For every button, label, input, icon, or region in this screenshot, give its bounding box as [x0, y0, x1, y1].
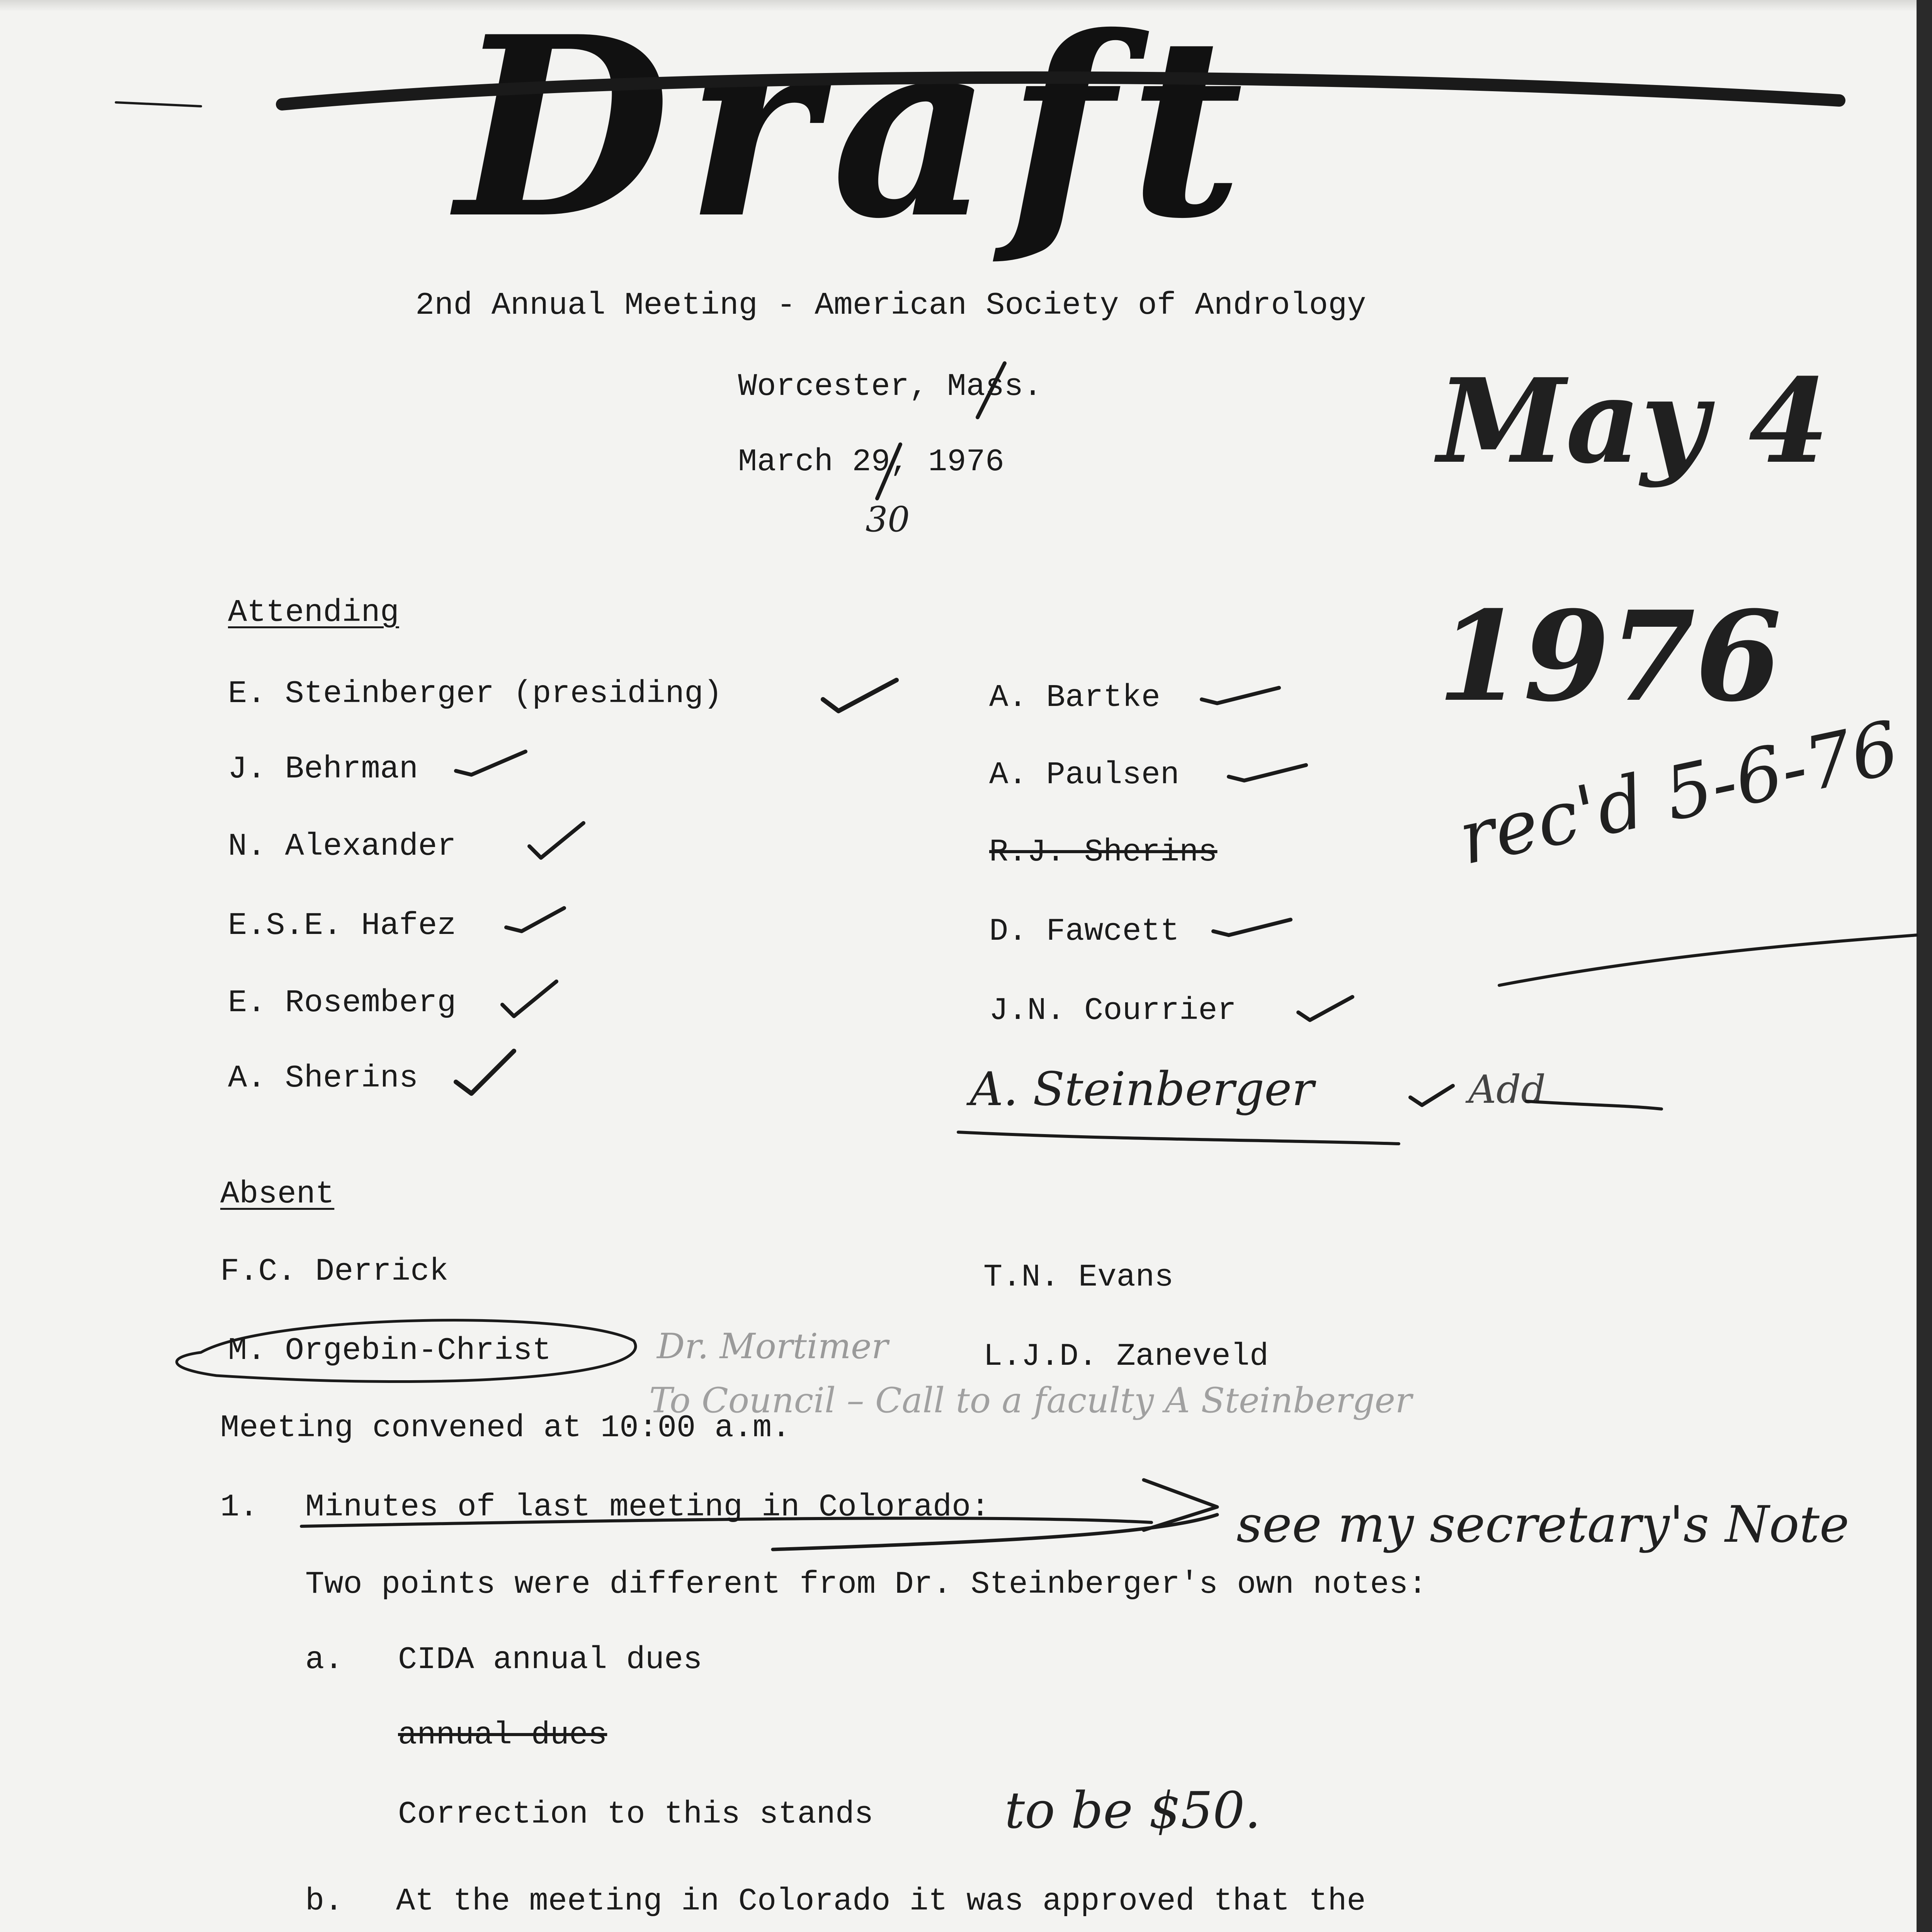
received-note: rec'd 5-6-76 [1451, 705, 1906, 881]
handwritten-date-month: May 4 [1437, 353, 1829, 489]
meeting-date: March 29, 1976 [738, 444, 1004, 480]
meeting-title: 2nd Annual Meeting - American Society of Andrology [415, 287, 1366, 323]
meeting-convened: Meeting convened at 10:00 a.m. [220, 1410, 791, 1446]
item-a-struck: annual dues [398, 1717, 607, 1753]
item1-intro: Two points were different from Dr. Steinberger's own notes: [305, 1566, 1427, 1602]
attendee-right-2: A. Paulsen [989, 757, 1180, 793]
absent-heading: Absent [220, 1176, 335, 1212]
scan-right-edge [1917, 0, 1932, 1932]
attendee-left-3: N. Alexander [228, 828, 456, 864]
check-mark [1213, 920, 1291, 935]
check-mark [456, 752, 526, 775]
added-attendee-underline [958, 1132, 1399, 1144]
attendee-left-6: A. Sherins [228, 1060, 418, 1096]
attendee-left-2: J. Behrman [228, 751, 418, 787]
check-mark [529, 823, 583, 858]
attendee-right-1: A. Bartke [989, 680, 1160, 716]
absent-right-2: L.J.D. Zaneveld [983, 1338, 1269, 1374]
attendee-right-3-struck: R.J. Sherins [989, 834, 1218, 870]
add-note-line [1526, 1101, 1662, 1109]
item-a-correction: Correction to this stands [398, 1796, 874, 1832]
absent-right-1: T.N. Evans [983, 1259, 1174, 1295]
item-b-line-1: At the meeting in Colorado it was approved that the [396, 1883, 1366, 1919]
check-mark [456, 1051, 514, 1094]
meeting-location: Worcester, Mass. [738, 369, 1043, 405]
attendee-right-4: D. Fawcett [989, 913, 1180, 949]
check-mark [1229, 765, 1306, 781]
added-attendee-handwriting: A. Steinberger [970, 1063, 1314, 1116]
absent-left-2: M. Orgebin-Christ [228, 1333, 551, 1369]
attendee-right-5: J.N. Courrier [989, 993, 1236, 1029]
handwritten-date-year: 1976 [1437, 584, 1782, 729]
corner-mark [116, 102, 201, 106]
check-mark [502, 981, 556, 1016]
item-a-text: CIDA annual dues [398, 1642, 702, 1678]
attendee-left-1: E. Steinberger (presiding) [228, 676, 723, 712]
minutes-note: see my secretary's Note [1236, 1495, 1849, 1554]
date-correction-note: 30 [866, 499, 910, 540]
add-note: Add [1468, 1067, 1546, 1112]
check-mark [1202, 688, 1279, 703]
item-b-label: b. [305, 1883, 344, 1919]
absent-faint-note-2: To Council – Call to a faculty A Steinberger [649, 1380, 1412, 1421]
draft-handwriting: Draft [456, 0, 1259, 273]
attendee-left-5: E. Rosemberg [228, 985, 456, 1021]
attending-heading: Attending [228, 595, 399, 631]
item-a-label: a. [305, 1642, 344, 1678]
item1-title: Minutes of last meeting in Colorado: [305, 1489, 990, 1525]
attendee-left-4: E.S.E. Hafez [228, 908, 456, 944]
received-note-underline [1499, 935, 1917, 985]
item1-number: 1. [220, 1489, 259, 1525]
dues-note: to be $50. [1005, 1781, 1261, 1840]
check-mark [1298, 997, 1352, 1020]
check-mark [1410, 1086, 1453, 1105]
absent-left-1: F.C. Derrick [220, 1253, 449, 1289]
check-mark [506, 908, 564, 931]
absent-faint-note: Dr. Mortimer [657, 1326, 888, 1367]
check-mark [823, 680, 896, 711]
